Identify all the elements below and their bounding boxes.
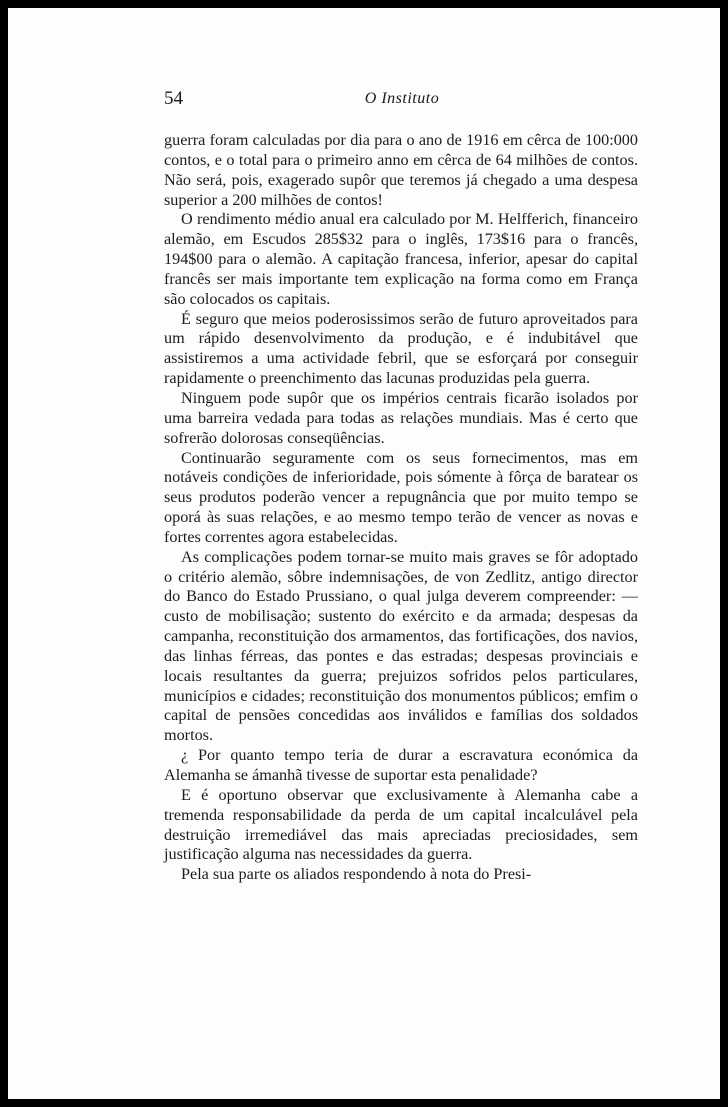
body-text [164, 131, 638, 885]
page-header [164, 88, 640, 116]
paragraph: As complicações podem tornar-se muito mais graves se fôr adoptado o critério alemão, sôbre indemnisações, de von Zedlitz, antigo director do Banco do Estado Prussiano, o qual julga deverem compreender: — custo de mobilisação; sustento do exército e da armada; despesas da campanha, reconstituição dos armamentos, das fortificações, dos navios, das linhas férreas, das pontes e das estradas; despesas provinciais e locais resultantes da guerra; prejuizos sofridos pelos particulares, municípios e cidades; reconstituição dos monumentos públicos; emfim o capital de pensões concedidas aos inválidos e famílias dos soldados mortos. [164, 547, 638, 745]
running-title: O Instituto [364, 90, 440, 107]
paragraph: Pela sua parte os aliados respondendo à nota do Presi- [181, 865, 532, 884]
paragraph: Ninguem pode supôr que os impérios centrais ficarão isolados por uma barreira vedada para todas as relações mundiais. Mas é certo que sofrerão dolorosas conseqüências. [164, 388, 638, 447]
page-number: 54 [164, 88, 183, 109]
paragraph: Continuarão seguramente com os seus fornecimentos, mas em notáveis condições de inferioridade, pois sómente à fôrça de baratear os seus produtos poderão vencer a repugnância que por muito tempo se oporá às suas relações, e ao mesmo tempo terão de vencer as novas e fortes correntes agora estabelecidas. [164, 448, 638, 546]
book-page [8, 8, 720, 1099]
paragraph: guerra foram calculadas por dia para o ano de 1916 em cêrca de 100:000 contos, e o total para o primeiro anno em cêrca de 64 milhões de contos. Não será, pois, exagerado supôr que teremos já chegado a uma despesa superior a 200 milhões de contos! [164, 131, 638, 209]
paragraph: E é oportuno observar que exclusivamente à Alemanha cabe a tremenda responsabilidade da perda de um capital incalculável pela destruição irremediável das mais apreciadas preciosidades, sem justificação alguma nas necessidades da guerra. [164, 785, 638, 864]
paragraph: É seguro que meios poderosissimos serão de futuro aproveitados para um rápido desenvolvimento da produção, e é indubitável que assistiremos a uma actividade febril, que se esforçará por conseguir rapidamente o preenchimento das lacunas produzidas pela guerra. [164, 309, 638, 388]
paragraph: ¿ Por quanto tempo teria de durar a escravatura económica da Alemanha se ámanhã tivesse de suportar esta penalidade? [164, 746, 638, 784]
paragraph: O rendimento médio anual era calculado por M. Helfferich, financeiro alemão, em Escudos 285$32 para o inglês, 173$16 para o francês, 194$00 para o alemão. A capitação francesa, inferior, apesar do capital francês ser mais importante tem explicação na forma como em França são colocados os capitais. [164, 210, 638, 308]
